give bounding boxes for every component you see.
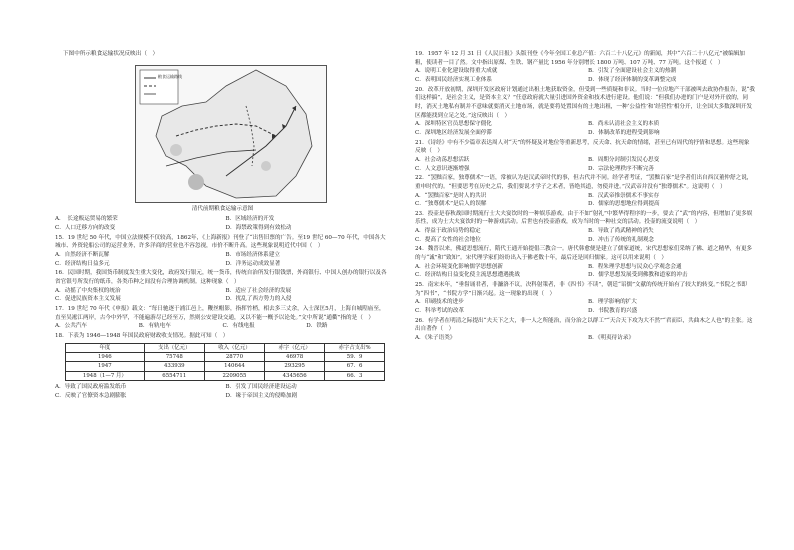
q24-option-c: C．经济结构日益变化使主流思想遭遇挑战 <box>415 272 520 279</box>
q26-options <box>415 334 755 343</box>
q21-option-d: D．宗法伦理秩序不断完善 <box>588 165 655 172</box>
q23-stem: 23．投壶是春秋战国时期流行士大夫宴饮时的一种娱乐游戏。由于不如“射礼”中繁华得程序的一步，要去了“武”的内容，但增加了更多娱乐性，成为士大夫宴饮时的一种游戏活动。后世也有投壶游戏，成为当时的一种社交的活动。投壶的流变说明（ ） <box>415 210 753 226</box>
table-cell: 66．3 <box>325 371 385 380</box>
q14-option-b: B．区域经济的开发 <box>225 216 275 223</box>
q25-option-b: B．理学影响的扩大 <box>588 299 637 306</box>
q17-stem: 17．19 世纪 70 年代《申报》载文：“每日驰逐于浦江邑上，鞭丝帽影，指挥竹梢，相去多三丈余，入士深匡5月，上海自城隍庙至，直至吴凇江两岸，古今中外罕，不能遍游尽已经至万，然则公安建设交通，又以不能一概予以论处。”文中所说“通衢”指的是（ ） <box>55 305 385 321</box>
table-header-cell: 赤字（亿元） <box>265 343 325 352</box>
q21-options <box>415 156 755 173</box>
table-cell: 1947 <box>66 362 145 371</box>
q17-option-c: C．有线电报 <box>222 323 255 330</box>
q15-option-b: B．市场经济体系建立 <box>225 251 280 258</box>
q17-options <box>55 322 390 331</box>
question-26 <box>415 317 755 343</box>
question-17 <box>55 305 390 331</box>
right-column <box>415 50 755 344</box>
q23-option-c: C．提高了女性的社会地位 <box>415 236 481 243</box>
q19-option-a: A．说明工业化建设取得重大成就 <box>415 68 498 75</box>
question-22 <box>415 174 755 209</box>
q21-option-b: B．周期分封制引发民心思变 <box>588 156 660 163</box>
table-cell: 140644 <box>204 362 264 371</box>
q18-option-a: A．导致了国民政府滥发纸币 <box>55 384 127 390</box>
q20-stem: 20．改革开放初期，深圳开发区政府计划通过出租土地获取资金，但受到一些质疑和非议。当时一位房地产干部被叫去政协作报告，说“我们这样搞”，是社会主义，是资本主义？”任意政府就大量引进国外资金和技术进行建设。他们说：“但我们办进的门户是对外开放的，同时，消灭土地私有制并不意味就要消灭土地市场，就是要将处置国有的土地出租，一种‘公益性’和‘经营性’相分开，让全国大多数深圳开发区都能找到立足之处。”这反映出（ ） <box>415 86 756 119</box>
table-cell: 46978 <box>265 352 325 361</box>
q18-option-d: D．缘于帝国主义的侵略加剧 <box>225 392 298 399</box>
left-column <box>55 50 390 401</box>
q25-options <box>415 298 755 315</box>
q21-stem: 21．《诗经》中有不少篇章表达周人对“天”的怀疑及对地位等重新思考，反天命、抗天命的情绪，甚至已有周代的抒情和思想。这些现象反映（ ） <box>415 139 750 155</box>
q23-option-d: D．冲击了传统的礼制观念 <box>588 236 655 243</box>
q18-stem: 18．下表为 1946—1948 年国民政府财政收支情况。据此可知（ ） <box>55 332 229 339</box>
table-header-cell: 年度 <box>66 343 145 352</box>
question-21 <box>415 139 755 174</box>
table-header-cell: 赤字占支出% <box>325 343 385 352</box>
q14-option-c: C．人口迁移方向的改变 <box>55 224 116 231</box>
q18-option-c: C．反映了官僚资本急剧膨胀 <box>55 392 127 399</box>
q24-stem: 24．魏晋以来，佛道思想流行，隋代王通开始提倡三教合一。唐代韩愈便是建立了儒家道统，宋代思想家们采纳了佛、道之精华，有更多的与“诚”和“致知”。宋代理学家们纷纷出入于佛老数十年，最后还是回归儒家。这可以用来说明（ ） <box>415 246 753 262</box>
q16-option-a: A．动摇了中央集权的统治 <box>55 287 121 294</box>
q15-option-d: D．洋务运动成效显著 <box>225 260 281 267</box>
q24-options <box>415 263 755 280</box>
q20-option-b: B．尚未认清社会主义的本质 <box>588 121 660 128</box>
q16-option-b: B．适应了社会经济的发展 <box>225 287 292 294</box>
q16-options <box>55 287 390 304</box>
table-cell: 67．6 <box>325 362 385 371</box>
q22-option-a: A．“罢黜百家”是时人的共识 <box>415 192 487 199</box>
table-row <box>66 352 385 361</box>
q16-option-c: C．促进民族资本主义发展 <box>55 296 121 303</box>
table-row <box>66 362 385 371</box>
table-cell: 2209055 <box>204 371 264 380</box>
q18-option-b: B．引发了国民经济建设运动 <box>225 384 297 390</box>
table-cell: 433939 <box>144 362 204 371</box>
question-23 <box>415 210 755 245</box>
q14-option-a: A． 长途贩运贸易的繁荣 <box>55 216 118 223</box>
q19-stem: 19．1957 年 12 月 31 日《人民日报》头版刊登《今年全国工业总产值：六百二十八亿元》的新闻，其中“六百二十八亿元”被编辑加粗，使读者一目了然。文中指出原煤、生铁、钢产量比 1956 年分别增长 1800 万吨、107 万吨、77 万吨。这个报道（ ） <box>415 51 745 66</box>
table-header-row <box>66 343 385 352</box>
q19-option-c: C．表明国民经济实现工业体系 <box>415 76 492 83</box>
q22-option-b: B．汉武帝推崇儒术不事实存 <box>588 192 660 199</box>
q16-stem: 16．民国时期，我国货币制度发生重大变化，政府发行银元，统一货币，传统自治所发行银钱票，外商银行、中国人创办的银行以及各省官银号所发行的纸币，各类币种之间没有合理协调机制。这种现象（ ） <box>55 270 387 285</box>
q25-stem: 25．南宋末年，“垂髫诵君者，非濂洛不议，决科射策者，非《四书》不读”，朝廷“诏儒”文献的传统开始有了较大的转变。”书院之书即为“四书”，“书院方学”日渐兴起。这一现象的出现（ ） <box>415 282 747 297</box>
question-18 <box>55 332 390 400</box>
q26-option-a: A．《朱子语类》 <box>415 335 456 341</box>
question-20 <box>415 86 755 138</box>
q24-option-b: B．程朱理学思想与民众心学观念会通 <box>588 263 682 270</box>
q17-option-a: A．公共汽车 <box>55 323 88 330</box>
q21-option-a: A．社会动荡思想活跃 <box>415 156 470 163</box>
map-caption: 清代前期粮食运输示意图 <box>191 205 254 212</box>
q15-stem: 15．19 世纪 50 年代，中国立法规模不仅较高，1862年，《上海新报》刊登了“出售旧票的广告。至19 世纪 60—70 年代，中国各大城市、外资轮船公司的运营业务，许多洋商的营业也不容忽视，市价不断升高。这些现象说明近代中国（ ） <box>55 234 386 250</box>
q14-options <box>55 215 390 232</box>
q20-options <box>415 120 755 137</box>
table-row <box>66 371 385 380</box>
question-24 <box>415 245 755 280</box>
q16-option-d: D．扰乱了西方势力的入侵 <box>225 296 292 303</box>
table-cell: 28770 <box>204 352 264 361</box>
q26-option-b: B．《明夷待访录》 <box>588 335 635 341</box>
q19-options <box>415 67 755 84</box>
q22-stem: 22．“罢黜百家，独尊儒术”一语，常被认为是汉武帝时代的事，但古代并不同。经学者考证，“罢黜百家”是学者们出自西汉董仲舒之说，重申时代的。“但要思考在历史之后，我们要说才学子之术者，皆绝其道，勿使并进。”汉武帝并没有“独尊儒术”。这说明（ ） <box>415 175 753 190</box>
table-cell: 1946 <box>66 352 145 361</box>
table-header-cell: 支出（亿元） <box>144 343 204 352</box>
question-16 <box>55 269 390 304</box>
finance-table <box>65 343 385 382</box>
q25-option-d: D．书院教育的兴盛 <box>588 308 638 315</box>
q26-stem: 26．有学者在明清之际提出“夫天下之大，非一人之所能治，而分治之以群工”“天合天下攻为大不然”“君而臣，共曲木之人也”的主张。这出自著作（ ） <box>415 317 753 333</box>
q14-option-d: D．海禁政策得到有效松动 <box>225 224 292 231</box>
q14-stem: 下图中所示粮食运输状况反映出（ ） <box>63 51 159 57</box>
q23-option-a: A．得益于政治局势的稳定 <box>415 228 481 235</box>
q20-option-c: C．深圳地区经济发展全面停滞 <box>415 129 492 136</box>
q17-option-b: B．有轨电车 <box>138 323 171 330</box>
table-cell: 293295 <box>265 362 325 371</box>
question-25 <box>415 281 755 316</box>
q24-option-d: D．儒学思想发展受到佛教和道家的冲击 <box>588 272 688 279</box>
q25-option-c: C．科举考试的改革 <box>415 308 465 315</box>
question-14 <box>55 50 390 233</box>
table-cell: 75748 <box>144 352 204 361</box>
q23-options <box>415 227 755 244</box>
q19-option-d: D．体现了经济体制的变革调整完成 <box>588 76 677 83</box>
q17-option-d: D．铁路 <box>306 323 328 330</box>
q15-options <box>55 251 390 268</box>
table-cell: 59．9 <box>325 352 385 361</box>
q24-option-a: A．社会环境变化影响儒学思想创新 <box>415 263 503 270</box>
q22-option-c: C．“独尊儒术”是后人的误解 <box>415 201 487 208</box>
q21-option-c: C．人文意识逐渐增强 <box>415 165 470 172</box>
map-drawing <box>136 66 326 202</box>
q25-option-a: A．印刷技术的进步 <box>415 299 464 306</box>
q19-option-b: B．引发了全面建设社会主义的热潮 <box>588 68 677 75</box>
q15-option-c: C．经济结构日益多元 <box>55 260 110 267</box>
map-legend-label: 粮食运输路线 <box>158 73 182 79</box>
q15-option-a: A．自然经济不断瓦解 <box>55 251 110 258</box>
q18-options <box>55 383 390 400</box>
grain-transport-map <box>135 65 327 203</box>
table-cell: 1948（1—7 月） <box>66 371 145 380</box>
table-cell: 6554711 <box>144 371 204 380</box>
table-cell: 4345656 <box>265 371 325 380</box>
question-15 <box>55 234 390 269</box>
q20-option-a: A．深圳特区官员思想保守僵化 <box>415 121 492 128</box>
q22-options <box>415 192 755 209</box>
q22-option-d: D．儒家的思想地位得到提高 <box>588 201 660 208</box>
q20-option-d: D．体制改革的进程受到影响 <box>588 129 660 136</box>
table-header-cell: 收入（亿元） <box>204 343 264 352</box>
question-19 <box>415 50 755 85</box>
q23-option-b: B．导致了尚武精神的消失 <box>588 228 654 235</box>
